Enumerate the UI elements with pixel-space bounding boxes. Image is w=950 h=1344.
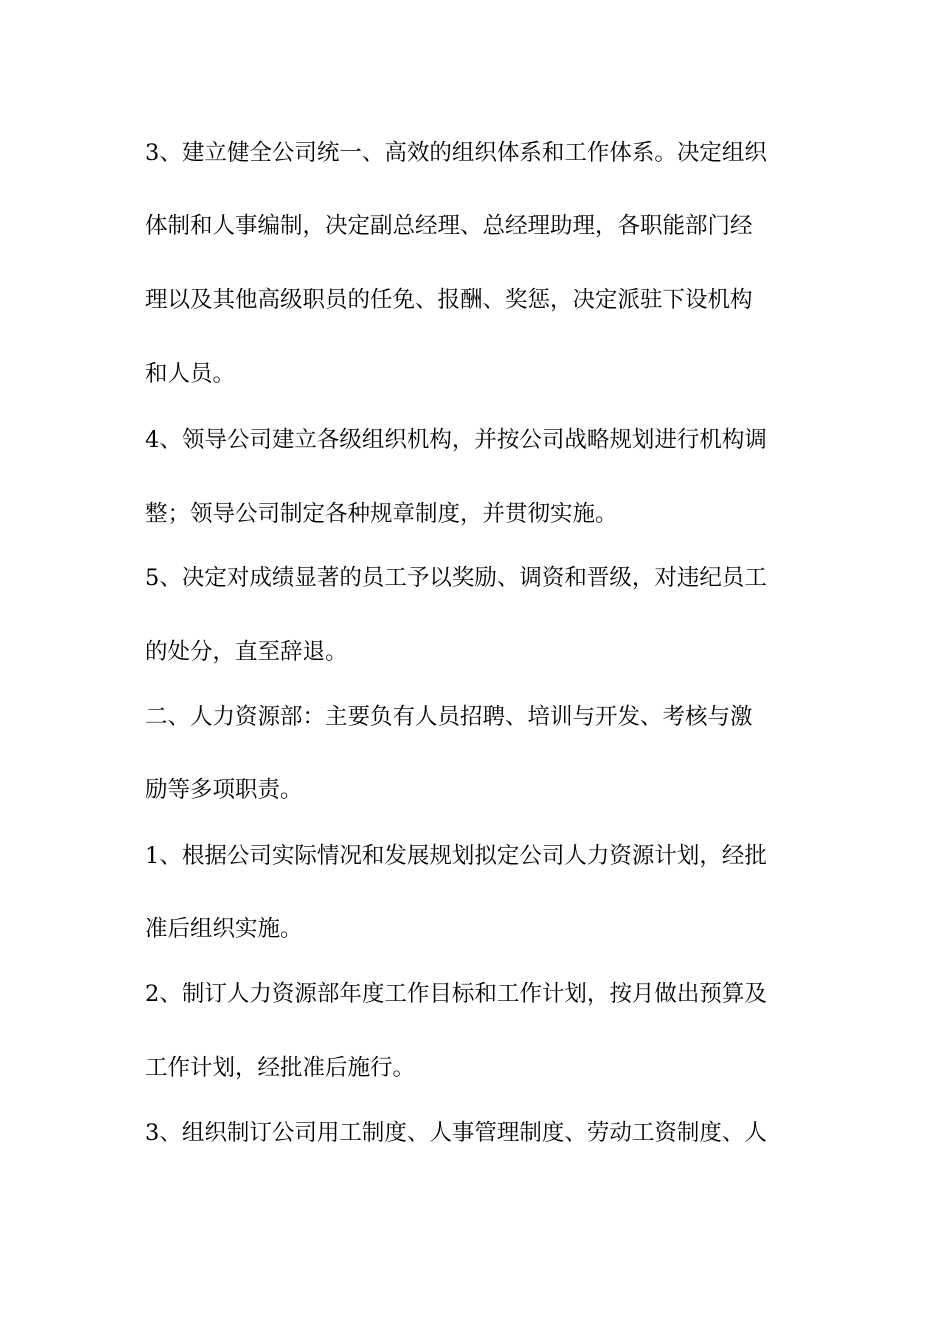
text-line: 和人员。 xyxy=(145,361,236,387)
text-line: 1、根据公司实际情况和发展规划拟定公司人力资源计划，经批 xyxy=(145,843,767,869)
text-line: 5、决定对成绩显著的员工予以奖励、调资和晋级，对违纪员工 xyxy=(145,565,767,591)
text-line: 工作计划，经批准后施行。 xyxy=(145,1055,416,1081)
text-line: 二、人力资源部：主要负有人员招聘、培训与开发、考核与激 xyxy=(145,704,753,730)
text-line: 3、组织制订公司用工制度、人事管理制度、劳动工资制度、人 xyxy=(145,1120,767,1146)
text-line: 4、领导公司建立各级组织机构，并按公司战略规划进行机构调 xyxy=(145,427,767,453)
text-line: 的处分，直至辞退。 xyxy=(145,639,348,665)
text-line: 3、建立健全公司统一、高效的组织体系和工作体系。决定组织 xyxy=(145,140,767,166)
text-line: 体制和人事编制，决定副总经理、总经理助理，各职能部门经 xyxy=(145,213,753,239)
text-line: 励等多项职责。 xyxy=(145,777,303,803)
text-line: 2、制订人力资源部年度工作目标和工作计划，按月做出预算及 xyxy=(145,981,767,1007)
text-line: 准后组织实施。 xyxy=(145,916,303,942)
text-line: 理以及其他高级职员的任免、报酬、奖惩，决定派驻下设机构 xyxy=(145,287,753,313)
text-line: 整；领导公司制定各种规章制度，并贯彻实施。 xyxy=(145,501,618,527)
